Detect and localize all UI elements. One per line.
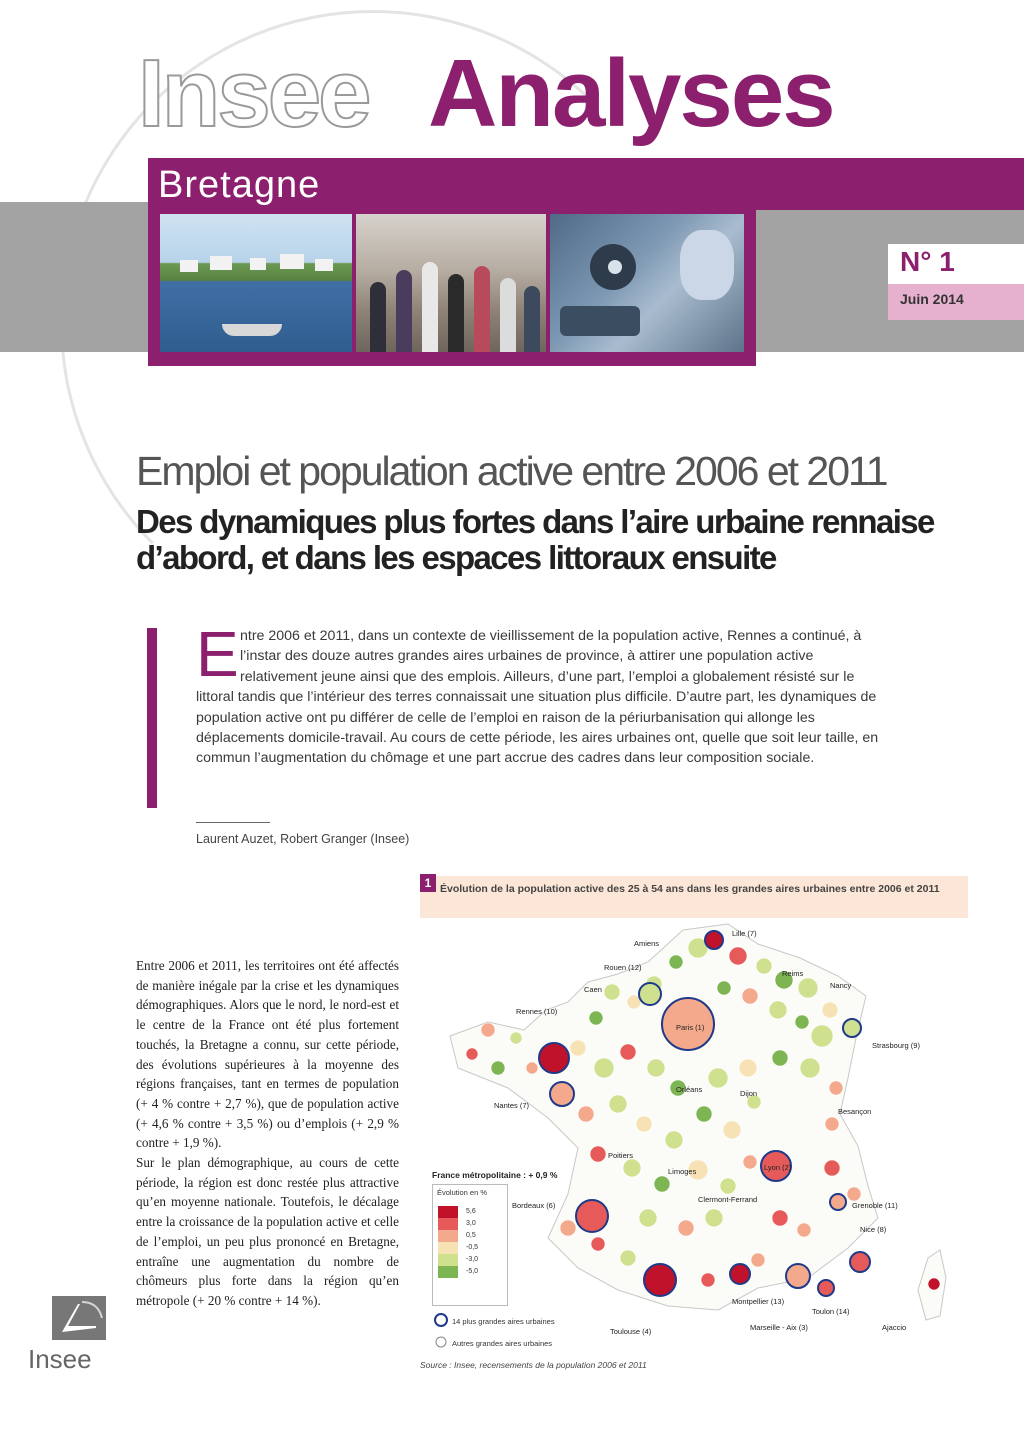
lead-text: ntre 2006 et 2011, dans un contexte de vieillissement de la population active, Rennes a continué, à l’instar des douze autres grandes aires urbaines de province, à attirer une population active relativement jeune ainsi que des emplois. Ailleurs, d’une part, l’emploi a globalement résisté sur le littoral tandis que l’intérieur des terres connaissait une situation plus difficile. D’autre part, les dynamiques de population active ont pu différer de celle de l’emploi en raison de la périurbanisation qui allonge les déplacements domicile-travail. Au cours de cette période, les aires urbaines ont, quelle que soit leur taille, en commun l’augmentation du chômage et une part accrue des cadres dans leur composition sociale. — [196, 628, 879, 767]
brand-insee: Insee — [138, 40, 369, 147]
street-crowd-photo — [356, 214, 546, 352]
city-label: Nice (8) — [860, 1225, 887, 1234]
legend-other-areas: Autres grandes aires urbaines — [452, 1339, 553, 1348]
city-label: Ajaccio — [882, 1323, 907, 1332]
legend-swatch — [438, 1206, 458, 1218]
lead-accent-bar — [147, 628, 157, 808]
issue-date: Juin 2014 — [900, 291, 964, 307]
legend-class-label: -3,0 — [466, 1256, 479, 1263]
author-rule — [196, 822, 270, 823]
body-column — [136, 956, 399, 1311]
body-paragraph: Sur le plan démographique, au cours de cette période, la région est donc restée plus attractive qu’en moyenne nationale. Toutefois, le décalage entre la croissance de la population active et celle de l’emploi, un peu plus prononcé en Bretagne, entraîne une augmentation du nombre de chômeurs plus forte dans la région qu’en métropole (+ 20 % contre + 14 %). — [136, 1155, 399, 1308]
legend-class-label: 5,6 — [466, 1208, 476, 1215]
city-label: Rouen (12) — [604, 963, 642, 972]
legend-swatch — [438, 1230, 458, 1242]
lead-paragraph — [196, 626, 880, 769]
insee-logo-icon — [52, 1296, 106, 1340]
city-label: Lyon (2) — [764, 1163, 792, 1172]
city-label: Lille (7) — [732, 929, 757, 938]
authors: Laurent Auzet, Robert Granger (Insee) — [196, 832, 410, 846]
lead-dropcap: E — [196, 618, 239, 690]
city-label: Rennes (10) — [516, 1007, 558, 1016]
city-label: Reims — [782, 969, 804, 978]
city-label: Limoges — [668, 1167, 697, 1176]
city-label: Orléans — [676, 1085, 703, 1094]
insee-logo-text: Insee — [28, 1344, 92, 1374]
legend-swatch — [438, 1266, 458, 1278]
city-label: Toulon (14) — [812, 1307, 850, 1316]
figure-number: 1 — [420, 874, 436, 892]
legend-swatch — [438, 1254, 458, 1266]
article-subtitle: Des dynamiques plus fortes dans l’aire urbaine rennaise d’abord, et dans les espaces littoraux ensuite — [136, 503, 934, 576]
city-label: Dijon — [740, 1089, 758, 1098]
france-map — [428, 918, 968, 1358]
city-label: Amiens — [634, 939, 660, 948]
brand-analyses: Analyses — [428, 40, 834, 147]
city-label: Grenoble (11) — [852, 1201, 898, 1210]
city-label: Strasbourg (9) — [872, 1041, 920, 1050]
city-label: Clermont-Ferrand — [698, 1195, 758, 1204]
city-label: Montpellier (13) — [732, 1297, 785, 1306]
legend-largest-areas: 14 plus grandes aires urbaines — [452, 1317, 555, 1326]
legend-class-label: 3,0 — [466, 1220, 476, 1227]
region-name: Bretagne — [158, 164, 321, 206]
article-title: Emploi et population active entre 2006 et 2011 — [136, 448, 887, 494]
harbour-photo — [160, 214, 352, 352]
figure-title: Évolution de la population active des 25 à 54 ans dans les grandes aires urbaines entre 2006 et 2011 — [440, 883, 940, 895]
laboratory-photo — [550, 214, 744, 352]
legend-class-label: 0,5 — [466, 1232, 476, 1239]
legend-outline-icons — [432, 1312, 450, 1352]
legend-class-label: -5,0 — [466, 1268, 479, 1275]
city-label: Bordeaux (6) — [512, 1201, 556, 1210]
body-paragraph: Entre 2006 et 2011, les territoires ont été affectés de manière inégale par la crise et les dynamiques démographiques. Alors que le nord, le nord-est et le centre de la France ont été plus fortement touchés, la Bretagne a connu, sur cette période, des évolutions supérieures à la moyenne des régions françaises, tant en termes de population (+ 4 % contre + 2,7 %), que de population active (+ 4,6 % contre + 3,5 %) ou d’emplois (+ 2,9 % contre + 1,9 %). — [136, 958, 399, 1151]
legend-caption: Évolution en % — [437, 1188, 488, 1197]
city-label: Paris (1) — [676, 1023, 705, 1032]
city-label: Toulouse (4) — [610, 1327, 652, 1336]
city-label: Besançon — [838, 1107, 872, 1116]
legend-swatch — [438, 1242, 458, 1254]
city-label: Nancy — [830, 981, 852, 990]
issue-number: N° 1 — [900, 246, 955, 277]
legend-title: France métropolitaine : + 0,9 % — [432, 1170, 558, 1180]
legend-class-label: -0,5 — [466, 1244, 479, 1251]
figure-source: Source : Insee, recensements de la population 2006 et 2011 — [420, 1360, 647, 1370]
city-label: Caen — [584, 985, 602, 994]
city-label: Marseille - Aix (3) — [750, 1323, 808, 1332]
legend-swatch — [438, 1218, 458, 1230]
city-label: Poitiers — [608, 1151, 634, 1160]
city-label: Nantes (7) — [494, 1101, 530, 1110]
